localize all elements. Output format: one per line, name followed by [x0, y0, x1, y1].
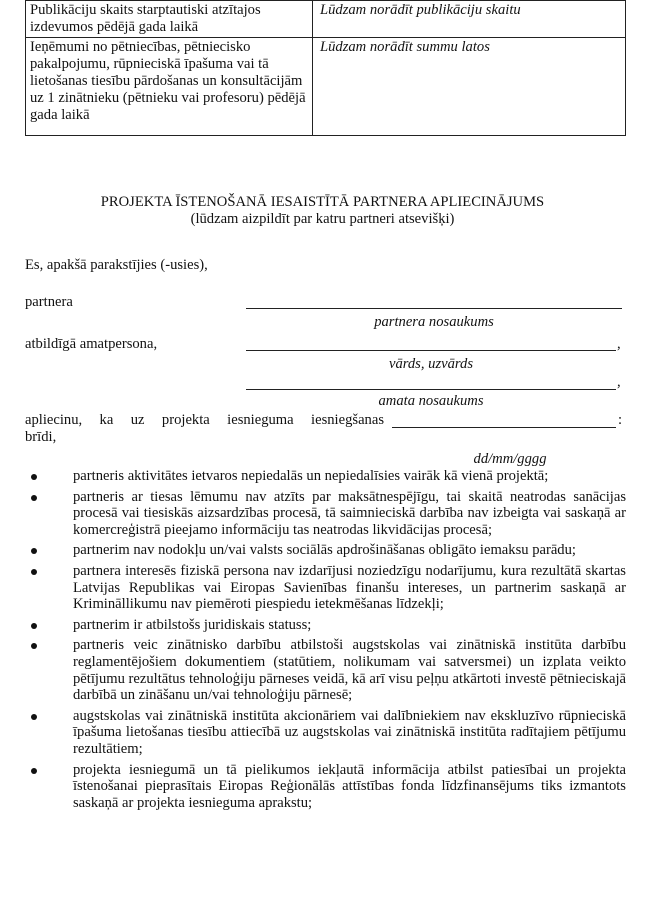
list-item-text: partnera interesēs fiziskā persona nav izdarījusi noziedzīgu nodarījumu, kura rezultātā skartas Latvijas Republikas vai Eiropas Savienības finanšu intereses, un partnerim saskaņā ar Krimināllikumu nav piemēroti piespiedu ietekmēšanas līdzekļi; — [73, 562, 626, 613]
table-row — [26, 38, 626, 136]
table-cell-value: Lūdzam norādīt summu latos — [313, 38, 626, 136]
comma: , — [617, 336, 621, 352]
info-table — [25, 0, 626, 136]
list-item — [25, 617, 626, 634]
list-item-text: partneris aktivitātes ietvaros nepiedalās un nepiedalīsies vairāk kā vienā projektā; — [73, 468, 549, 484]
partner-name-line[interactable] — [246, 308, 622, 309]
list-item-text: partneris ar tiesas lēmumu nav atzīts par maksātnespējīgu, tai skaitā neatrodas sanācijas procesā vai tiesiskās aizsardzības procesā, tā saimnieciskā darbība nav izbeigta vai saskaņā ar komercreģistrā pieejamo informāciju tas neatrodas likvidācijas procesā; — [73, 488, 626, 538]
table-cell-label: Publikāciju skaits starptautiski atzītajos izdevumos pēdējā gada laikā — [26, 1, 313, 38]
position-line[interactable] — [246, 389, 616, 390]
date-line[interactable] — [392, 427, 616, 428]
bullet-icon — [31, 569, 37, 575]
certify-text: apliecinu, ka uz projekta iesnieguma iesniegšanas — [25, 412, 384, 428]
colon: : — [618, 412, 623, 428]
bullet-icon — [31, 768, 37, 774]
list-item — [25, 468, 626, 485]
list-item-text: partnerim nav nodokļu un/vai valsts sociālās apdrošināšanas obligāto iemaksu parādu; — [73, 542, 576, 559]
bullet-icon — [31, 623, 37, 629]
official-name-line[interactable] — [246, 350, 616, 351]
list-item-text: partneris veic zinātnisko darbību atbilstoši augstskolas vai zinātniskā institūta darbību reglamentējošiem dokumentiem (statūtiem, nolikumam vai satversmei) un izplata veikto pētījumu rezultātus tehnoloģiju pārneses veidā, kā arī visu peļņu atkārtoti investē pētnieciskajā darbībā un zināšanu un/vai tehnoloģiju pārnesē; — [73, 637, 626, 704]
bullet-icon — [31, 714, 37, 720]
list-item — [25, 563, 626, 613]
bullet-icon — [31, 643, 37, 649]
official-label: atbildīgā amatpersona, — [25, 336, 158, 352]
bullet-icon — [31, 548, 37, 554]
list-item — [25, 542, 626, 559]
list-item — [25, 637, 626, 703]
list-item — [25, 708, 626, 758]
list-item-text: projekta iesniegumā un tā pielikumos iekļautā informācija atbilst patiesībai un projekta īstenošanai pieprasītais Eiropas Reģionālās attīstības fonda līdzfinansējums tiks izmantots saskaņā ar projekta iesnieguma aprakstu; — [73, 761, 626, 811]
section-heading — [0, 194, 645, 228]
official-name-caption: vārds, uzvārds — [388, 356, 474, 372]
bullet-list — [25, 468, 626, 815]
bullet-icon — [31, 474, 37, 480]
partner-label: partnera — [25, 294, 73, 310]
position-caption: amata nosaukums — [378, 393, 484, 409]
section-subtitle: (lūdzam aizpildīt par katru partneri atsevišķi) — [190, 211, 455, 227]
comma: , — [617, 374, 621, 390]
partner-name-caption: partnera nosaukums — [374, 314, 494, 330]
section-title: PROJEKTA ĪSTENOŠANĀ IESAISTĪTĀ PARTNERA APLIECINĀJUMS — [100, 194, 545, 210]
list-item-text: partnerim ir atbilstošs juridiskais statuss; — [73, 616, 312, 633]
moment-word: brīdi, — [25, 429, 57, 445]
list-item — [25, 762, 626, 812]
bullet-icon — [31, 495, 37, 501]
table-row — [26, 1, 626, 38]
list-item — [25, 489, 626, 539]
list-item-text: augstskolas vai zinātniskā institūta akcionāriem vai dalībniekiem nav ekskluzīvo rūpnieciskā īpašuma lietošanas tiesību attiecībā uz augstskolas vai zinātniskā institūta radītajiem pētījumu rezultātiem; — [73, 707, 626, 757]
date-caption: dd/mm/gggg — [473, 451, 547, 467]
intro-text: Es, apakšā parakstījies (-usies), — [25, 257, 208, 273]
table-cell-label: Ieņēmumi no pētniecības, pētniecisko pakalpojumu, rūpnieciskā īpašuma vai tā lietošanas tiesību pārdošanas un konsultācijām uz 1 zinātnieku (pētnieku vai profesoru) pēdējā gada laikā — [26, 38, 313, 136]
table-cell-value: Lūdzam norādīt publikāciju skaitu — [313, 1, 626, 38]
